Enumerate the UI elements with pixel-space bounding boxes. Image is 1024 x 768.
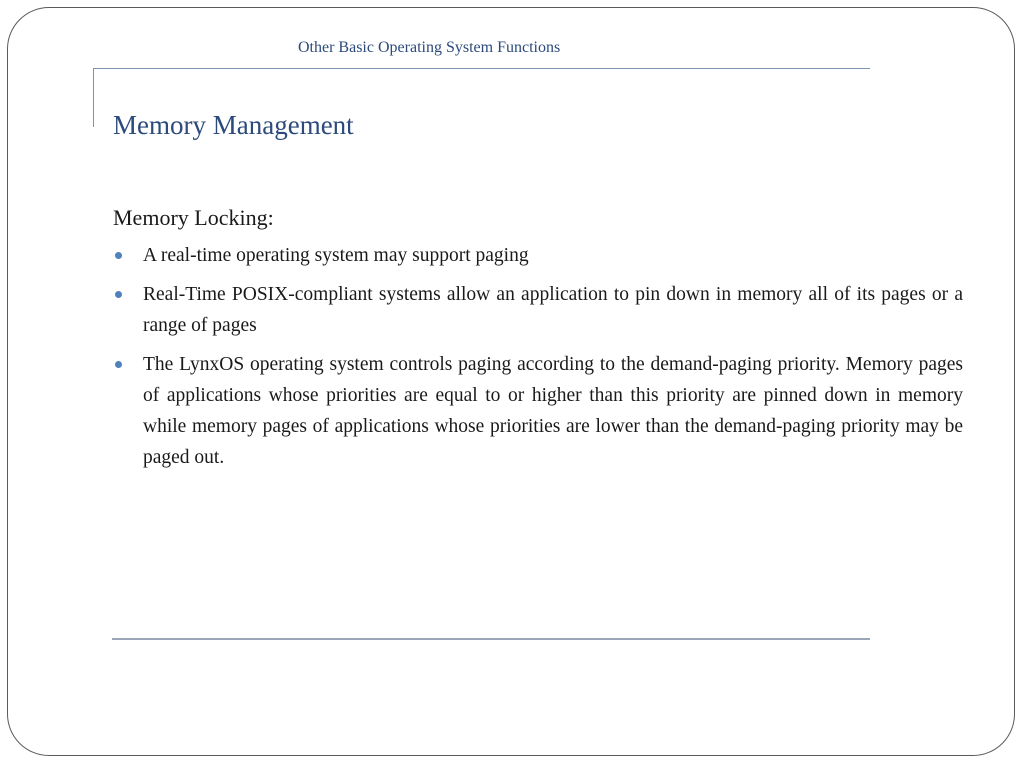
- bullet-icon: [115, 361, 122, 368]
- bullet-icon: [115, 252, 122, 259]
- slide-title: Memory Management: [113, 110, 354, 140]
- header-vertical-rule: [93, 68, 94, 127]
- header-title: Other Basic Operating System Functions: [298, 39, 561, 56]
- footer-rule: [112, 638, 870, 640]
- bullet-icon: [115, 291, 122, 298]
- bullet-list: [113, 240, 963, 473]
- slide-content: [113, 202, 963, 481]
- subheading: Memory Locking:: [113, 205, 274, 230]
- bullet-text: The LynxOS operating system controls paging according to the demand-paging priority. Memory pages of applications whose priorities are equal to or higher than this priority are pinned down in memory while memory pages of applications whose priorities are lower than the demand-paging priority may be paged out.: [143, 354, 963, 468]
- bullet-text: Real-Time POSIX-compliant systems allow an application to pin down in memory all of its pages or a range of pages: [143, 284, 963, 336]
- header-rule: [93, 68, 870, 69]
- bullet-item: [113, 279, 963, 341]
- bullet-item: [113, 240, 963, 271]
- bullet-text: A real-time operating system may support paging: [143, 245, 529, 266]
- bullet-item: [113, 349, 963, 473]
